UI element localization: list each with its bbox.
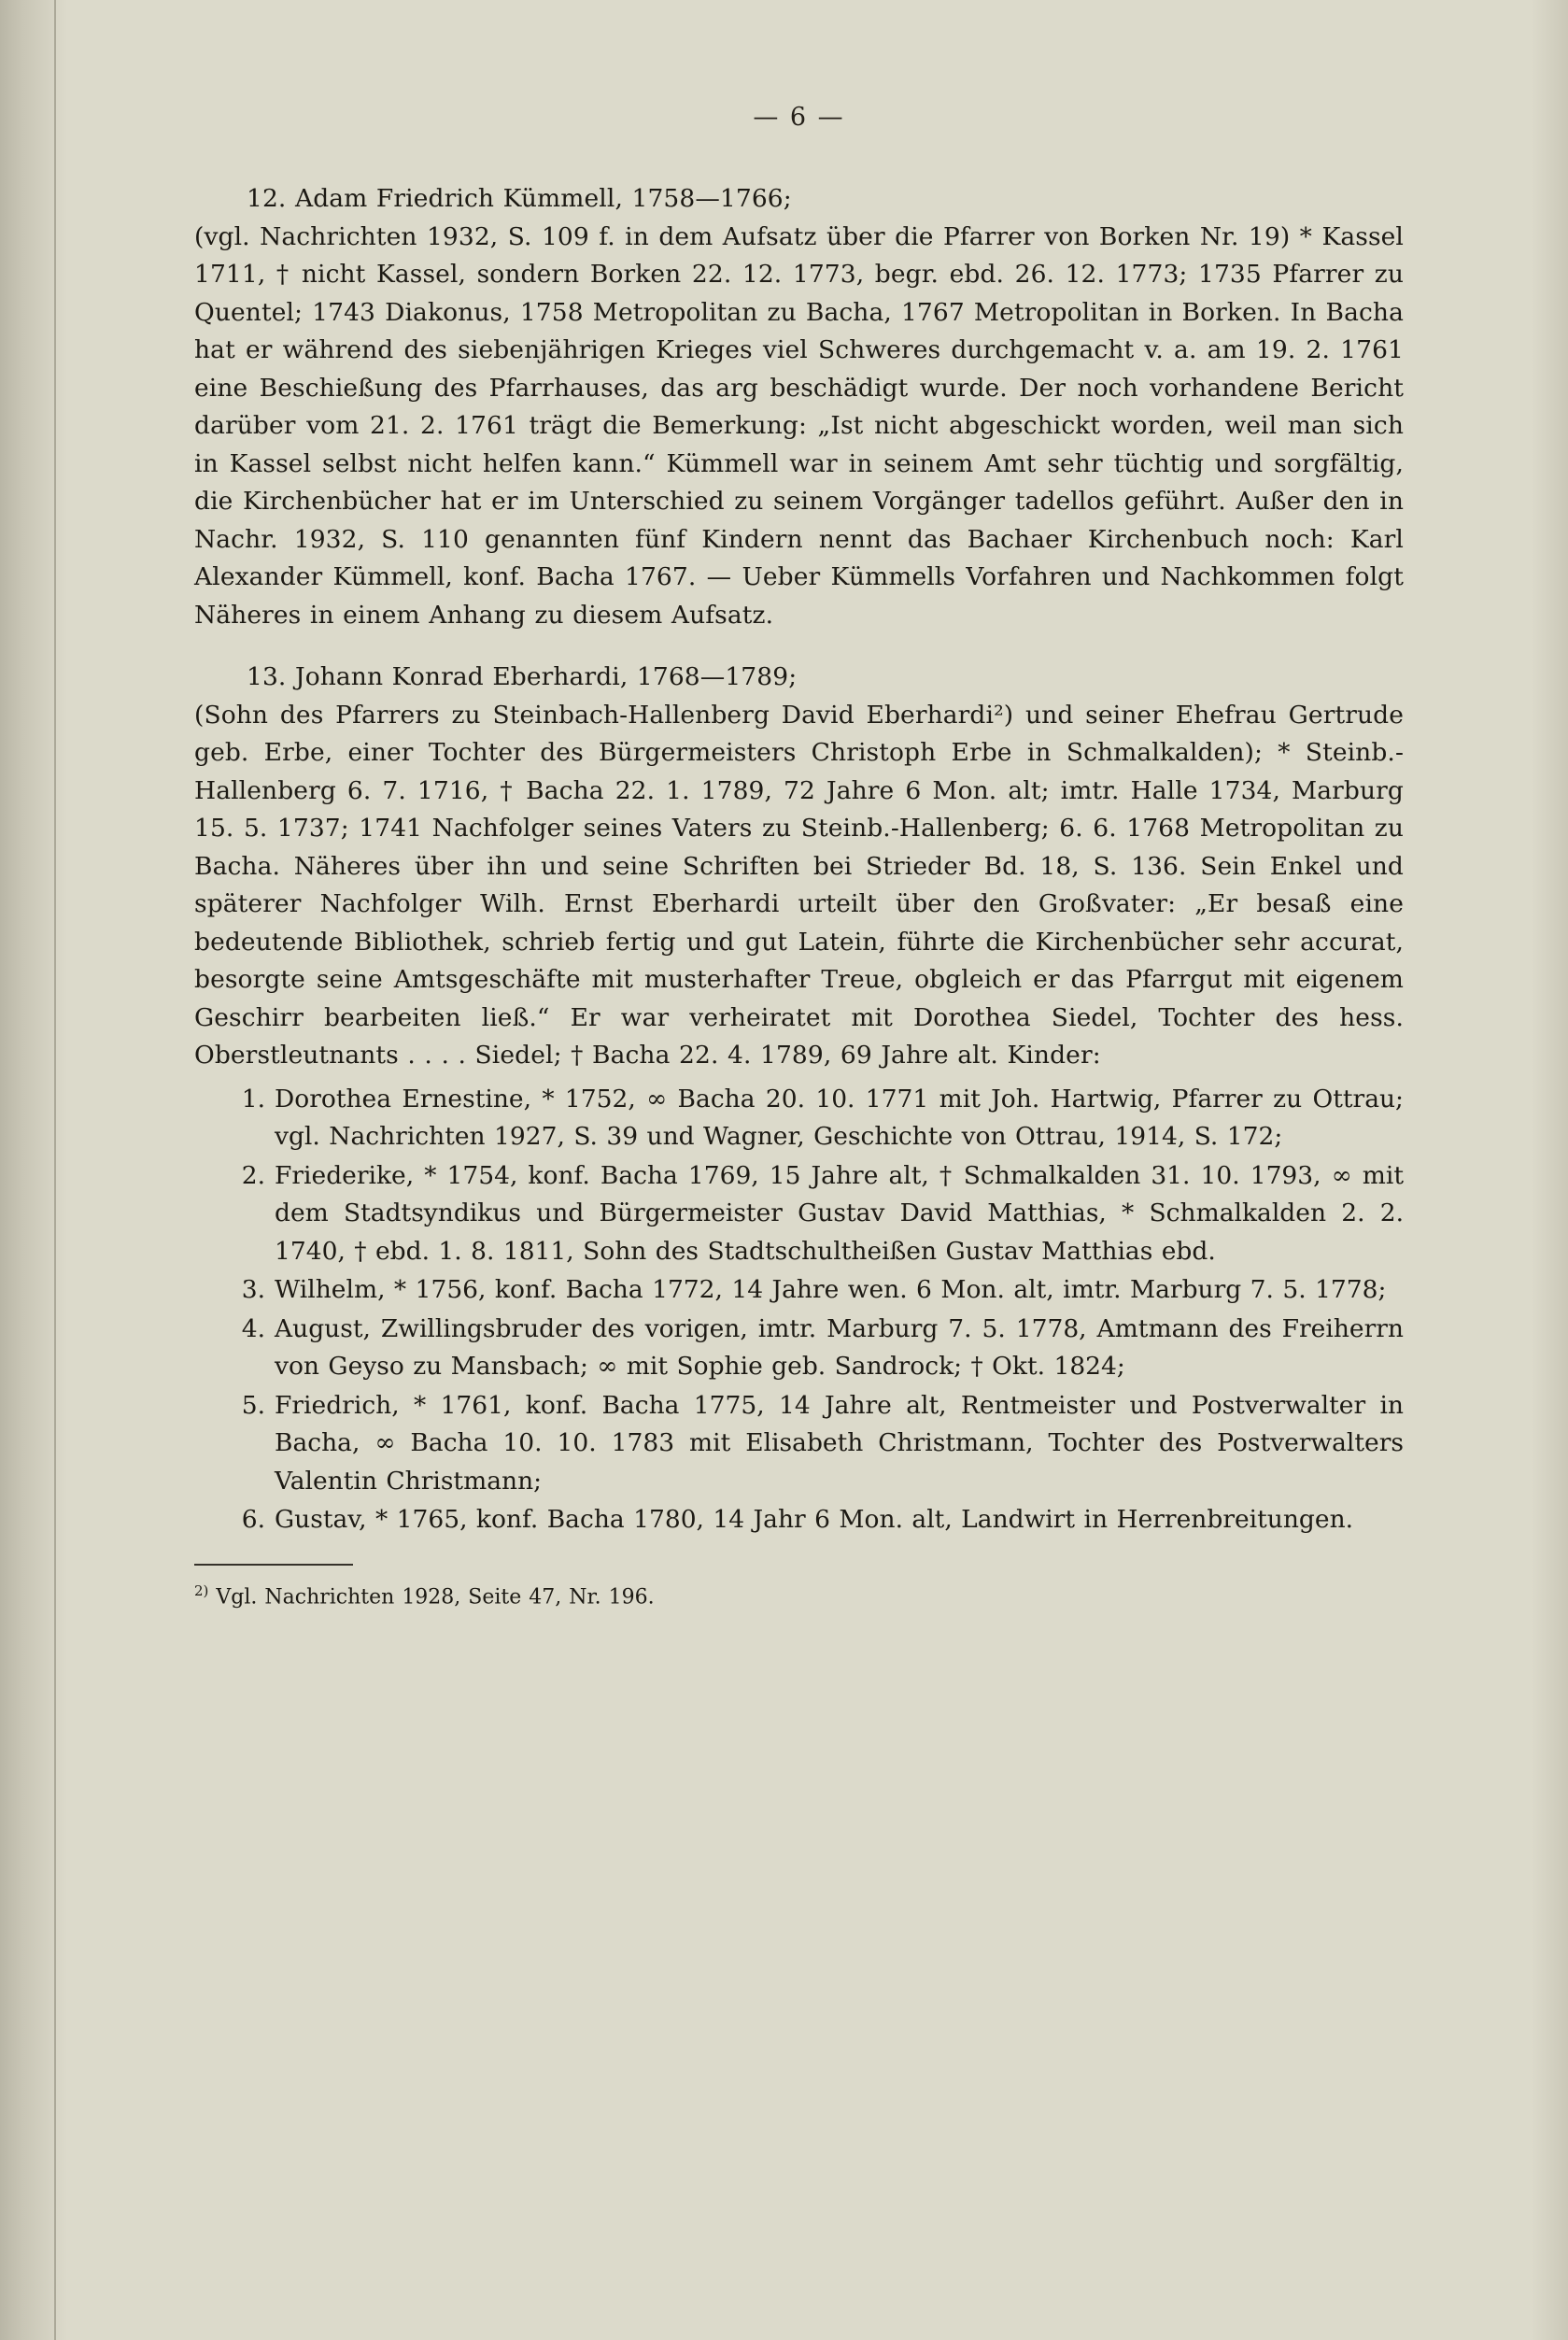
footnote-text: Vgl. Nachrichten 1928, Seite 47, Nr. 196. [208,1584,655,1609]
children-list [194,1081,1404,1539]
list-item [194,1271,1404,1310]
entry-12-heading: 12. Adam Friedrich Kümmell, 1758—1766; [247,184,792,213]
list-item-number: 6. [241,1505,265,1534]
entry-12-body: (vgl. Nachrichten 1932, S. 109 f. in dem Aufsatz über die Pfarrer von Borken Nr. 19) * Kassel 1711, † nicht Kassel, sondern Borken 22. 12. 1773, begr. ebd. 26. 12. 1773; 1735 Pfarrer zu Quentel; 1743 Diakonus, 1758 Metropolitan zu Bacha, 1767 Metropolitan in Borken. In Bacha hat er während des siebenjährigen Krieges viel Schweres durchgemacht v. a. am 19. 2. 1761 eine Beschießung des Pfarrhauses, das arg beschädigt wurde. Der noch vorhandene Bericht darüber vom 21. 2. 1761 trägt die Bemerkung: „Ist nicht abgeschickt worden, weil man sich in Kassel selbst nicht helfen kann.“ Kümmell war in seinem Amt sehr tüchtig und sorgfältig, die Kirchenbücher hat er im Unterschied zu seinem Vorgänger tadellos geführt. Außer den in Nachr. 1932, S. 110 genannten fünf Kindern nennt das Bachaer Kirchenbuch noch: Karl Alexander Kümmell, konf. Bacha 1767. — Ueber Kümmells Vorfahren und Nachkommen folgt Näheres in einem Anhang zu diesem Aufsatz. [194,221,1404,630]
page-number: — 6 — [753,103,845,132]
list-item [194,1311,1404,1386]
list-item-number: 3. [241,1275,265,1304]
footnote-separator [194,1564,353,1566]
list-item-text: Dorothea Ernestine, * 1752, ∞ Bacha 20. 10. 1771 mit Joh. Hartwig, Pfarrer zu Ottrau; vgl. Nachrichten 1927, S. 39 und Wagner, Geschichte von Ottrau, 1914, S. 172; [275,1084,1404,1151]
list-item-text: Friedrich, * 1761, konf. Bacha 1775, 14 Jahre alt, Rentmeister und Postverwalter in Bacha, ∞ Bacha 10. 10. 1783 mit Elisabeth Christmann, Tochter des Postverwalters Valentin Christmann; [275,1390,1404,1496]
page-content [194,103,1404,1611]
list-item [194,1157,1404,1271]
list-item [194,1081,1404,1156]
footnote [194,1577,1404,1611]
list-item-text: Friederike, * 1754, konf. Bacha 1769, 15 Jahre alt, † Schmalkalden 31. 10. 1793, ∞ mit dem Stadtsyndikus und Bürgermeister Gustav David Matthias, * Schmalkalden 2. 2. 1740, † ebd. 1. 8. 1811, Sohn des Stadtschultheißen Gustav Matthias ebd. [275,1160,1404,1266]
entry-13-body: (Sohn des Pfarrers zu Steinbach-Hallenberg David Eberhardi²) und seiner Ehefrau Gertrude geb. Erbe, einer Tochter des Bürgermeisters Christoph Erbe in Schmalkalden); * Steinb.-Hallenberg 6. 7. 1716, † Bacha 22. 1. 1789, 72 Jahre 6 Mon. alt; imtr. Halle 1734, Marburg 15. 5. 1737; 1741 Nachfolger seines Vaters zu Steinb.-Hallenberg; 6. 6. 1768 Metropolitan zu Bacha. Näheres über ihn und seine Schriften bei Strieder Bd. 18, S. 136. Sein Enkel und späterer Nachfolger Wilh. Ernst Eberhardi urteilt über den Großvater: „Er besaß eine bedeutende Bibliothek, schrieb fertig und gut Latein, führte die Kirchenbücher sehr accurat, besorgte seine Amtsgeschäfte mit musterhafter Treue, obgleich er das Pfarrgut mit eigenem Geschirr bearbeiten ließ.“ Er war verheiratet mit Dorothea Siedel, Tochter des hess. Oberstleutnants . . . . Siedel; † Bacha 22. 4. 1789, 69 Jahre alt. Kinder: [194,700,1404,1070]
list-item-number: 5. [241,1390,265,1420]
footnote-marker: 2) [194,1581,209,1599]
list-item-number: 1. [241,1084,265,1113]
list-item-number: 2. [241,1160,265,1190]
list-item [194,1501,1404,1539]
entry-13-heading: 13. Johann Konrad Eberhardi, 1768—1789; [247,662,798,691]
list-item-text: August, Zwillingsbruder des vorigen, imtr. Marburg 7. 5. 1778, Amtmann des Freiherrn von Geyso zu Mansbach; ∞ mit Sophie geb. Sandrock; † Okt. 1824; [275,1313,1404,1381]
list-item-text: Gustav, * 1765, konf. Bacha 1780, 14 Jahr 6 Mon. alt, Landwirt in Herrenbreitungen. [275,1505,1354,1534]
list-item-text: Wilhelm, * 1756, konf. Bacha 1772, 14 Jahre wen. 6 Mon. alt, imtr. Marburg 7. 5. 1778; [275,1275,1387,1304]
list-item [194,1387,1404,1501]
list-item-number: 4. [241,1313,265,1343]
page-binding-edge [54,0,56,2340]
